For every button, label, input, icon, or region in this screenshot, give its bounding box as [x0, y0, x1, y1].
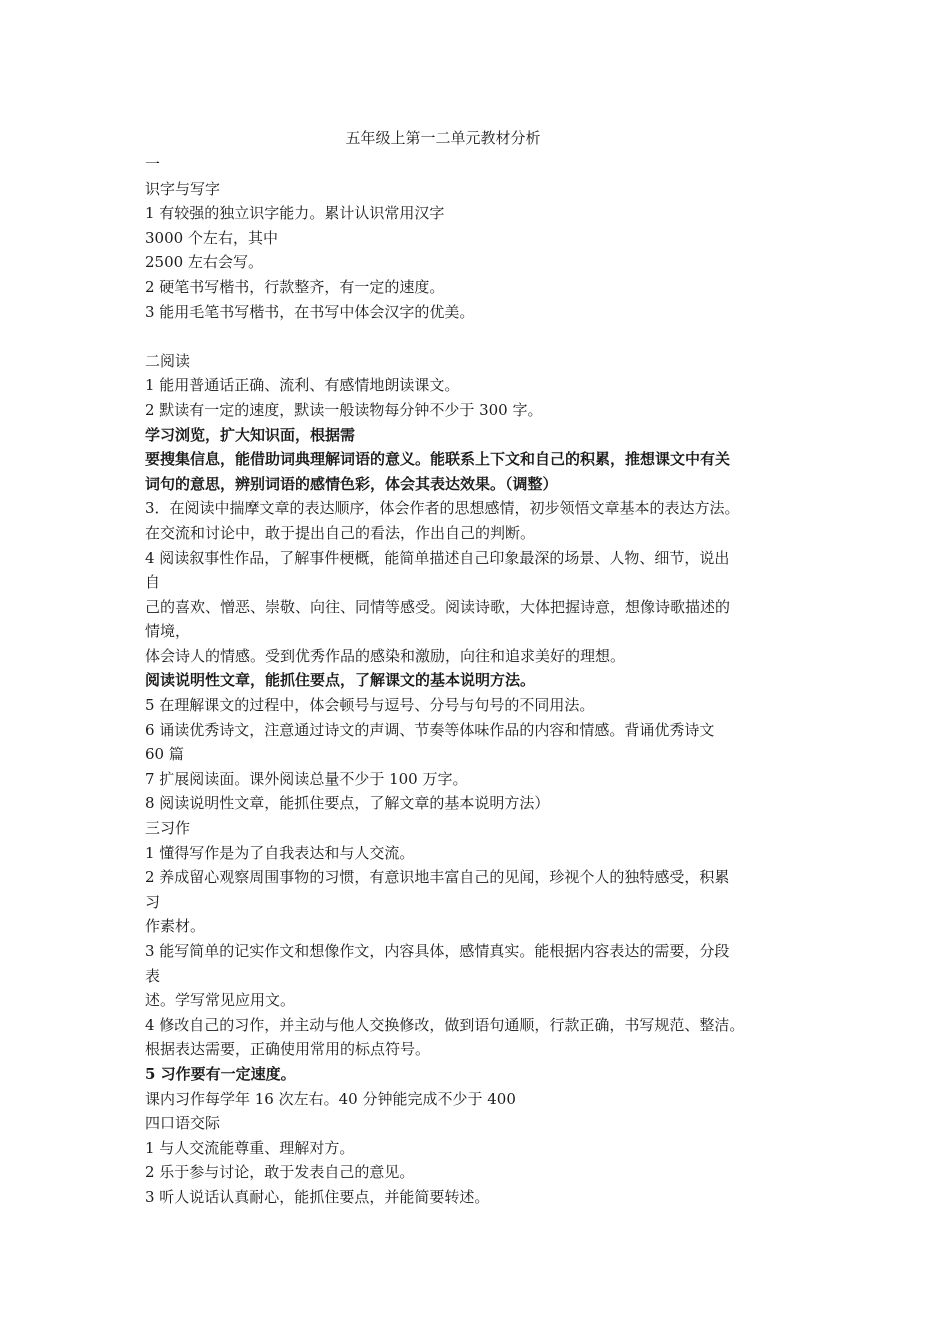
- text-line: 体会诗人的情感。受到优秀作品的感染和激励，向往和追求美好的理想。: [145, 646, 626, 665]
- text-line: 7 扩展阅读面。课外阅读总量不少于 100 万字。: [145, 769, 468, 788]
- text-line: 2 硬笔书写楷书，行款整齐，有一定的速度。: [145, 277, 445, 296]
- text-line: 词句的意思，辨别词语的感情色彩，体会其表达效果。（调整）: [145, 474, 558, 493]
- text-line: 2500 左右会写。: [145, 253, 263, 272]
- text-line: 二阅读: [145, 351, 191, 370]
- text-line: 3．在阅读中揣摩文章的表达顺序，体会作者的思想感情，初步领悟文章基本的表达方法。: [145, 499, 740, 518]
- text-line: 1 有较强的独立识字能力。累计认识常用汉字: [145, 204, 445, 223]
- text-line: 3000 个左右，其中: [145, 228, 278, 247]
- text-line: 8 阅读说明性文章，能抓住要点，了解文章的基本说明方法）: [145, 794, 550, 813]
- text-line: 述。学写常见应用文。: [145, 991, 296, 1010]
- text-line: 学习浏览，扩大知识面，根据需: [145, 425, 356, 444]
- text-line: 根据表达需要，正确使用常用的标点符号。: [145, 1040, 431, 1059]
- text-line: 1 与人交流能尊重、理解对方。: [145, 1138, 355, 1157]
- text-line: 2 养成留心观察周围事物的习惯，有意识地丰富自己的见闻，珍视个人的独特感受，积累: [145, 868, 730, 887]
- text-line: 四口语交际: [145, 1114, 221, 1133]
- text-line: 4 阅读叙事性作品，了解事件梗概，能简单描述自己印象最深的场景、人物、细节，说出: [145, 548, 730, 567]
- text-line: 习: [145, 892, 161, 911]
- text-line: 己的喜欢、憎恶、崇敬、向往、同情等感受。阅读诗歌，大体把握诗意，想像诗歌描述的: [145, 597, 731, 616]
- text-line: 6 诵读优秀诗文，注意通过诗文的声调、节奏等体味作品的内容和情感。背诵优秀诗文: [145, 720, 715, 739]
- text-line: 情境，: [145, 622, 191, 641]
- text-line: 在交流和讨论中，敢于提出自己的看法，作出自己的判断。: [145, 523, 536, 542]
- text-line: 3 能写简单的记实作文和想像作文，内容具体，感情真实。能根据内容表达的需要，分段: [145, 942, 730, 960]
- document-body: [145, 152, 813, 1210]
- text-line: 1 懂得写作是为了自我表达和与人交流。: [145, 843, 415, 862]
- text-line: 识字与写字: [145, 179, 221, 198]
- text-line: 5 在理解课文的过程中，体会顿号与逗号、分号与句号的不同用法。: [145, 696, 595, 715]
- text-line: 表: [145, 966, 161, 985]
- text-line: 一: [145, 155, 161, 173]
- text-line: 3 能用毛笔书写楷书，在书写中体会汉字的优美。: [145, 302, 475, 321]
- text-line: 课内习作每学年 16 次左右。40 分钟能完成不少于 400: [145, 1089, 516, 1108]
- text-line: 阅读说明性文章，能抓住要点，了解课文的基本说明方法。: [145, 671, 536, 690]
- text-line: 要搜集信息，能借助词典理解词语的意义。能联系上下文和自己的积累，推想课文中有关: [145, 450, 731, 469]
- text-line: 三习作: [145, 819, 191, 838]
- text-line: 4 修改自己的习作，并主动与他人交换修改，做到语句通顺，行款正确，书写规范、整洁。: [145, 1015, 745, 1034]
- text-line: 1 能用普通话正确、流利、有感情地朗读课文。: [145, 376, 460, 395]
- text-line: 5 习作要有一定速度。: [145, 1064, 296, 1083]
- blank-line: [145, 324, 813, 349]
- text-line: 2 默读有一定的速度，默读一般读物每分钟不少于 300 字。: [145, 400, 543, 419]
- document-title: 五年级上第一二单元教材分析: [345, 129, 541, 147]
- text-line: 自: [145, 573, 161, 592]
- text-line: 作素材。: [145, 917, 206, 936]
- text-line: 3 听人说话认真耐心，能抓住要点，并能简要转述。: [145, 1187, 490, 1206]
- text-line: 60 篇: [145, 745, 184, 764]
- text-line: 2 乐于参与讨论，敢于发表自己的意见。: [145, 1163, 415, 1182]
